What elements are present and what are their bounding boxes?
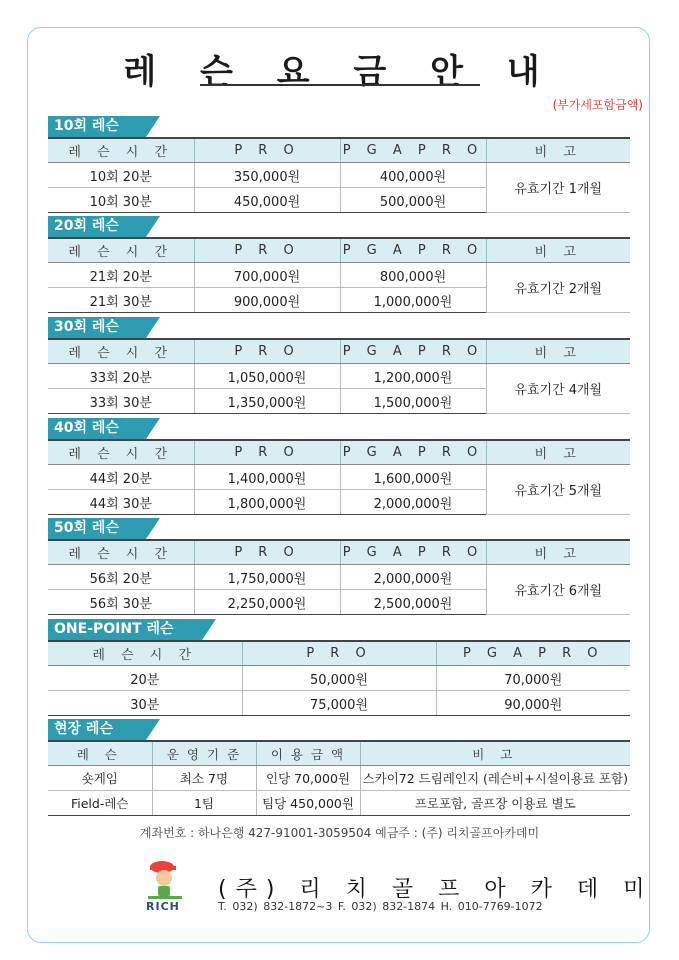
header-pga-pro: P G A P R O <box>340 339 486 364</box>
cell-standard: 최소 7명 <box>152 766 256 791</box>
cell-pro: 50,000원 <box>242 666 436 691</box>
header-pga-pro: P G A P R O <box>340 138 486 163</box>
table-header-row <box>48 138 630 163</box>
header-note: 비 고 <box>486 540 630 565</box>
price-table-50 <box>48 539 630 615</box>
cell-time: 56회 20분 <box>48 565 194 590</box>
header-pro: P R O <box>194 138 340 163</box>
cell-fee: 팀당 450,000원 <box>256 791 360 816</box>
cell-lesson: 숏게임 <box>48 766 152 791</box>
cell-lesson: Field-레슨 <box>48 791 152 816</box>
section-tab-30: 30회 레슨 <box>48 317 146 338</box>
header-time: 레 슨 시 간 <box>48 641 242 666</box>
table-header-row <box>48 540 630 565</box>
header-pga-pro: P G A P R O <box>436 641 630 666</box>
header-note: 비 고 <box>486 339 630 364</box>
table-row <box>48 163 630 188</box>
cell-time: 30분 <box>48 691 242 716</box>
cell-time: 44회 20분 <box>48 465 194 490</box>
price-table-10 <box>48 137 630 213</box>
header-time: 레 슨 시 간 <box>48 238 194 263</box>
cell-fee: 인당 70,000원 <box>256 766 360 791</box>
section-tab-onepoint: ONE-POINT 레슨 <box>48 619 202 640</box>
logo-text: RICH <box>146 900 180 913</box>
table-row <box>48 465 630 490</box>
price-table-30 <box>48 338 630 414</box>
cell-time: 21회 30분 <box>48 288 194 313</box>
header-fee: 이 용 금 액 <box>256 741 360 766</box>
cell-pga-pro: 2,000,000원 <box>340 565 486 590</box>
table-row <box>48 666 630 691</box>
cell-pro: 900,000원 <box>194 288 340 313</box>
header-time: 레 슨 시 간 <box>48 540 194 565</box>
cell-pga-pro: 2,500,000원 <box>340 590 486 615</box>
section-tab-10: 10회 레슨 <box>48 116 146 137</box>
header-note: 비 고 <box>360 741 630 766</box>
table-row <box>48 565 630 590</box>
cell-pga-pro: 90,000원 <box>436 691 630 716</box>
header-note: 비 고 <box>486 138 630 163</box>
cell-note: 유효기간 2개월 <box>486 263 630 313</box>
table-header-row <box>48 339 630 364</box>
table-row <box>48 766 630 791</box>
cell-note: 유효기간 6개월 <box>486 565 630 615</box>
table-header-row <box>48 741 630 766</box>
cell-pro: 1,350,000원 <box>194 389 340 414</box>
section-tab-field: 현장 레슨 <box>48 719 146 740</box>
table-header-row <box>48 641 630 666</box>
header-note: 비 고 <box>486 238 630 263</box>
cell-time: 10회 30분 <box>48 188 194 213</box>
table-row <box>48 691 630 716</box>
price-table-field <box>48 740 630 816</box>
cell-pga-pro: 1,600,000원 <box>340 465 486 490</box>
header-note: 비 고 <box>486 440 630 465</box>
header-pro: P R O <box>194 339 340 364</box>
header-time: 레 슨 시 간 <box>48 339 194 364</box>
price-table-40 <box>48 439 630 515</box>
header-pro: P R O <box>194 238 340 263</box>
cell-pro: 2,250,000원 <box>194 590 340 615</box>
page-title: 레 슨 요 금 안 내 <box>123 52 556 92</box>
cell-pro: 1,050,000원 <box>194 364 340 389</box>
cell-pga-pro: 400,000원 <box>340 163 486 188</box>
cell-pro: 700,000원 <box>194 263 340 288</box>
price-table-onepoint <box>48 640 630 716</box>
price-table-20 <box>48 237 630 313</box>
table-header-row <box>48 238 630 263</box>
cell-pro: 1,400,000원 <box>194 465 340 490</box>
header-pro: P R O <box>242 641 436 666</box>
cell-pro: 350,000원 <box>194 163 340 188</box>
cell-pro: 450,000원 <box>194 188 340 213</box>
cell-pga-pro: 2,000,000원 <box>340 490 486 515</box>
cell-note: 유효기간 1개월 <box>486 163 630 213</box>
header-pga-pro: P G A P R O <box>340 540 486 565</box>
cell-note: 프로포함, 골프장 이용료 별도 <box>360 791 630 816</box>
cell-pga-pro: 500,000원 <box>340 188 486 213</box>
cell-pga-pro: 1,000,000원 <box>340 288 486 313</box>
header-pro: P R O <box>194 540 340 565</box>
table-row <box>48 791 630 816</box>
section-tab-50: 50회 레슨 <box>48 518 146 539</box>
title-underline <box>200 84 480 86</box>
cell-pro: 1,800,000원 <box>194 490 340 515</box>
cell-note: 스카이72 드림레인지 (레슨비+시설이용료 포함) <box>360 766 630 791</box>
table-header-row <box>48 440 630 465</box>
cell-pga-pro: 1,500,000원 <box>340 389 486 414</box>
section-tab-20: 20회 레슨 <box>48 216 146 237</box>
cell-time: 20분 <box>48 666 242 691</box>
cell-pga-pro: 1,200,000원 <box>340 364 486 389</box>
cell-time: 44회 30분 <box>48 490 194 515</box>
account-info: 계좌번호 : 하나은행 427-91001-3059504 예금주 : (주) 리치골프아카데미 <box>139 826 540 840</box>
header-pro: P R O <box>194 440 340 465</box>
cell-note: 유효기간 4개월 <box>486 364 630 414</box>
section-tab-40: 40회 레슨 <box>48 418 146 439</box>
company-name: (주) 리 치 골 프 아 카 데 미 <box>218 877 654 902</box>
table-row <box>48 263 630 288</box>
header-time: 레 슨 시 간 <box>48 440 194 465</box>
header-standard: 운 영 기 준 <box>152 741 256 766</box>
contact-info: T. 032) 832-1872~3 F. 032) 832-1874 H. 010-7769-1072 <box>218 900 543 913</box>
cell-time: 33회 30분 <box>48 389 194 414</box>
cell-time: 21회 20분 <box>48 263 194 288</box>
header-lesson: 레 슨 <box>48 741 152 766</box>
header-pga-pro: P G A P R O <box>340 238 486 263</box>
cell-pga-pro: 800,000원 <box>340 263 486 288</box>
cell-pro: 75,000원 <box>242 691 436 716</box>
cell-pga-pro: 70,000원 <box>436 666 630 691</box>
table-row <box>48 364 630 389</box>
header-pga-pro: P G A P R O <box>340 440 486 465</box>
cell-time: 10회 20분 <box>48 163 194 188</box>
cell-pro: 1,750,000원 <box>194 565 340 590</box>
cell-standard: 1팀 <box>152 791 256 816</box>
header-time: 레 슨 시 간 <box>48 138 194 163</box>
cell-time: 56회 30분 <box>48 590 194 615</box>
cell-time: 33회 20분 <box>48 364 194 389</box>
vat-note: (부가세포함금액) <box>552 98 643 112</box>
cell-note: 유효기간 5개월 <box>486 465 630 515</box>
